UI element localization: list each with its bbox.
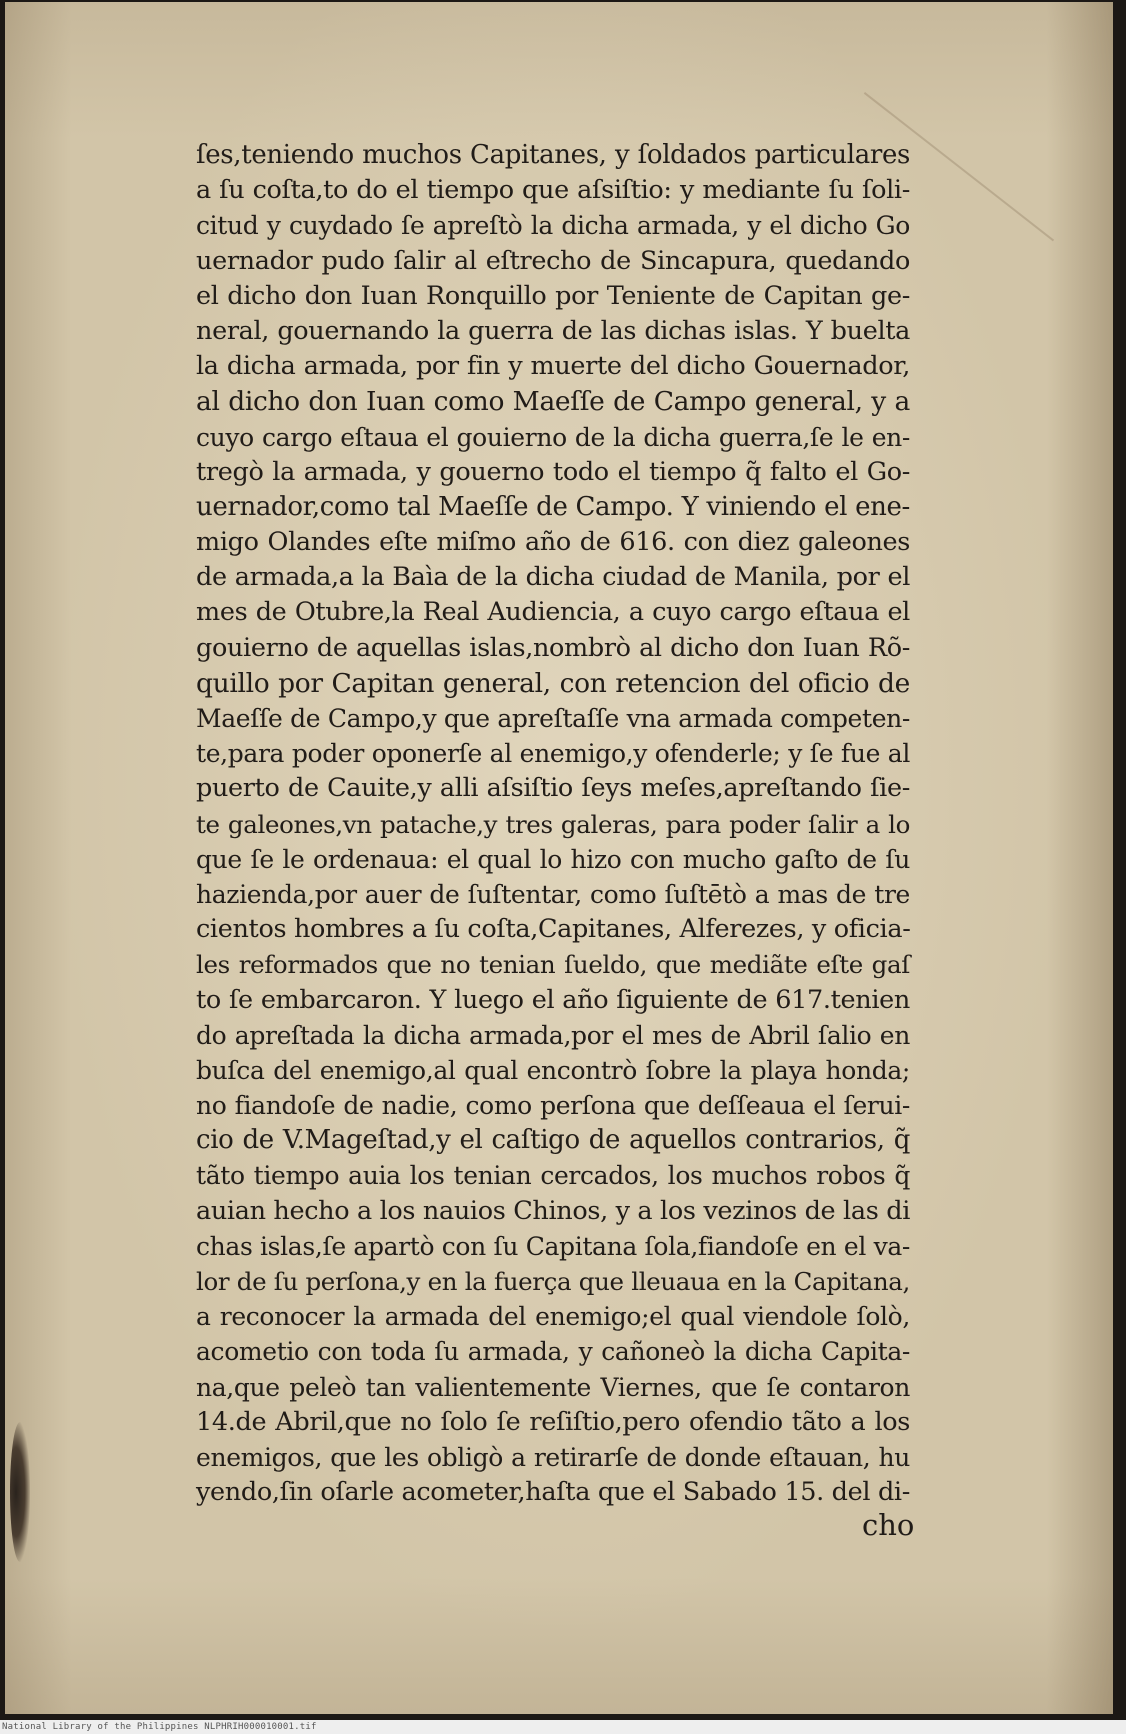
text-line: te,para poder oponerſe al enemigo,y ofenderle; y ſe fue al: [196, 739, 910, 769]
text-line: chas islas,ſe apartò con ſu Capitana ſola,fiandoſe en el va-: [196, 1231, 910, 1261]
text-line: Maeſſe de Campo,y que apreſtaſſe vna armada competen-: [196, 704, 910, 733]
text-line: 14.de Abril,que no ſolo ſe reſiſtio,pero ofendio tãto a los: [196, 1406, 910, 1437]
text-line: citud y cuydado ſe apreſtò la dicha armada, y el dicho Go: [196, 211, 910, 241]
text-line: a ſu coſta,to do el tiempo que aſsiſtio: y mediante ſu ſoli-: [196, 175, 910, 206]
text-line: neral, gouernando la guerra de las dichas islas. Y buelta: [196, 315, 910, 346]
text-line: cuyo cargo eſtaua el gouierno de la dicha guerra,ſe le en-: [196, 422, 910, 452]
body-text: [196, 138, 910, 1510]
text-line: cientos hombres a ſu coſta,Capitanes, Alferezes, y oficia-: [196, 914, 911, 945]
text-line: mes de Otubre,la Real Audiencia, a cuyo cargo eſtaua el: [196, 597, 910, 628]
text-line: que ſe le ordenaua: el qual lo hizo con mucho gaſto de ſu: [196, 844, 910, 874]
text-line: les reformados que no tenian ſueldo, que mediãte eſte gaſ: [196, 950, 910, 980]
text-line: te galeones,vn patache,y tres galeras, para poder ſalir a lo: [196, 809, 910, 839]
text-line: lor de ſu perſona,y en la fuerça que lleuaua en la Capitana,: [196, 1267, 910, 1296]
text-line: puerto de Cauite,y alli aſsiſtio ſeys meſes,apreſtando ſie-: [196, 773, 910, 804]
text-line: ſes,teniendo muchos Capitanes, y ſoldados particulares: [196, 140, 910, 170]
footer-caption: National Library of the Philippines NLPHRIH000010001.tif: [2, 1722, 317, 1732]
text-line: no fiandoſe de nadie, como perſona que deſſeaua el ſerui-: [196, 1091, 910, 1121]
text-line: do apreſtada la dicha armada,por el mes de Abril ſalio en: [196, 1020, 910, 1050]
text-line: to ſe embarcaron. Y luego el año ſiguiente de 617.tenien: [196, 984, 910, 1015]
text-line: auian hecho a los nauios Chinos, y a los vezinos de las di: [196, 1195, 910, 1226]
text-line: gouierno de aquellas islas,nombrò al dicho don Iuan Rõ-: [196, 632, 910, 663]
text-line: hazienda,por auer de ſuſtentar, como ſuſtētò a mas de tre: [196, 879, 910, 909]
text-line: al dicho don Iuan como Maeſſe de Campo general, y a: [196, 386, 910, 418]
text-line: de armada,a la Baìa de la dicha ciudad de Manila, por el: [196, 562, 910, 593]
text-line: cio de V.Mageſtad,y el caſtigo de aquellos contrarios, q̃: [196, 1125, 910, 1156]
text-line: a reconocer la armada del enemigo;el qual viendole ſolò,: [196, 1302, 910, 1332]
text-line: enemigos, que les obligò a retirarſe de donde eſtauan, hu: [196, 1442, 910, 1472]
text-line: uernador pudo ſalir al eſtrecho de Sincapura, quedando: [196, 245, 910, 276]
page-stain: [10, 1422, 30, 1562]
text-line: quillo por Capitan general, con retencion del oficio de: [196, 667, 910, 699]
text-line: el dicho don Iuan Ronquillo por Teniente de Capitan ge-: [196, 280, 910, 311]
text-line: uernador,como tal Maeſſe de Campo. Y viniendo el ene-: [196, 491, 910, 522]
text-line: la dicha armada, por fin y muerte del dicho Gouernador,: [196, 351, 910, 382]
text-line: tãto tiempo auia los tenian cercados, los muchos robos q̃: [196, 1161, 910, 1191]
text-line: acometio con toda ſu armada, y cañoneò la dicha Capita-: [196, 1337, 910, 1367]
catchword: cho: [862, 1508, 915, 1542]
text-line: migo Olandes eſte miſmo año de 616. con diez galeones: [196, 527, 910, 558]
text-line: yendo,ſin oſarle acometer,haſta que el Sabado 15. del di-: [196, 1477, 910, 1508]
text-line: na,que peleò tan valientemente Viernes, que ſe contaron: [196, 1372, 910, 1402]
text-line: buſca del enemigo,al qual encontrò ſobre la playa honda;: [196, 1055, 910, 1085]
text-line: tregò la armada, y gouerno todo el tiempo q̃ falto el Go-: [196, 456, 910, 487]
